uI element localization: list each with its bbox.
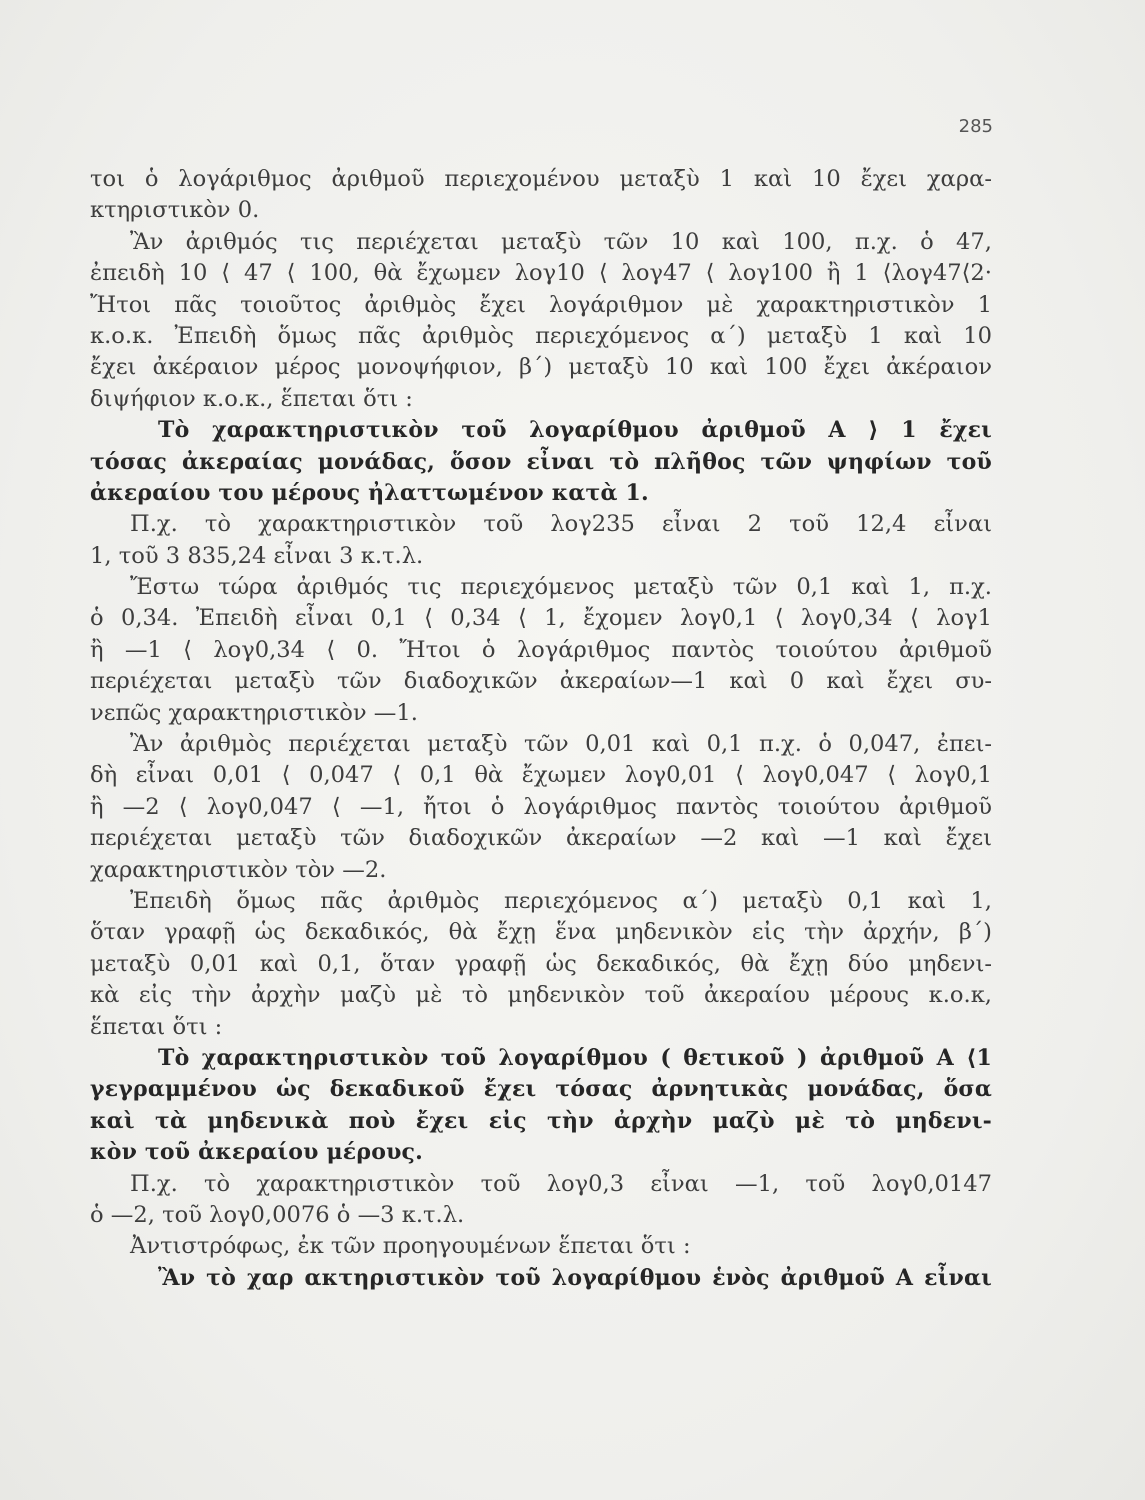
text-line: ἢ —2 ⟨ λογ0,047 ⟨ —1, ἤτοι ὁ λογάριθμος παντὸς τοιούτου ἀριθμοῦ	[90, 793, 992, 820]
bold-text-line: γεγραμμένου ὡς δεκαδικοῦ ἔχει τόσας ἀρνητικὰς μονάδας, ὅσα	[90, 1076, 992, 1103]
text-line: χαρακτηριστικὸν τὸν —2.	[90, 856, 387, 883]
text-line: νεπῶς χαρακτηριστικὸν —1.	[90, 699, 418, 726]
text-line: Ἂν ἀριθμός τις περιέχεται μεταξὺ τῶν 10 καὶ 100, π.χ. ὁ 47,	[130, 228, 992, 255]
text-line: κὰ εἰς τὴν ἀρχὴν μαζὺ μὲ τὸ μηδενικὸν τοῦ ἀκεραίου μέρους κ.ο.κ,	[90, 982, 992, 1009]
text-line: κ.ο.κ. Ἐπειδὴ ὅμως πᾶς ἀριθμὸς περιεχόμενος α΄) μεταξὺ 1 καὶ 10	[90, 322, 992, 349]
bold-text-line: Τὸ χαρακτηριστικὸν τοῦ λογαρίθμου ἀριθμοῦ Α ⟩ 1 ἔχει	[158, 417, 992, 444]
text-line: ἐπειδὴ 10 ⟨ 47 ⟨ 100, θὰ ἔχωμεν λογ10 ⟨ λογ47 ⟨ λογ100 ἢ 1 ⟨λογ47⟨2·	[90, 260, 992, 287]
text-line: 1, τοῦ 3 835,24 εἶναι 3 κ.τ.λ.	[90, 542, 424, 569]
bold-text-line: Τὸ χαρακτηριστικὸν τοῦ λογαρίθμου ( θετικοῦ ) ἀριθμοῦ Α ⟨1	[158, 1044, 992, 1071]
text-line: Ἂν ἀριθμὸς περιέχεται μεταξὺ τῶν 0,01 καὶ 0,1 π.χ. ὁ 0,047, ἐπει-	[130, 731, 992, 758]
bold-text-line: κὸν τοῦ ἀκεραίου μέρους.	[90, 1139, 423, 1166]
page-number: 285	[958, 116, 993, 137]
page-body-text	[90, 164, 992, 1294]
text-line: περιέχεται μεταξὺ τῶν διαδοχικῶν ἀκεραίων—1 καὶ 0 καὶ ἔχει συ-	[90, 668, 992, 695]
text-line: Ἀντιστρόφως, ἐκ τῶν προηγουμένων ἕπεται ὅτι :	[130, 1233, 691, 1260]
text-line: Ἤτοι πᾶς τοιοῦτος ἀριθμὸς ἔχει λογάριθμον μὲ χαρακτηριστικὸν 1	[90, 291, 992, 318]
bold-text-line: ἀκεραίου του μέρους ἠλαττωμένον κατὰ 1.	[90, 479, 649, 506]
bold-text-line: τόσας ἀκεραίας μονάδας, ὅσον εἶναι τὸ πλῆθος τῶν ψηφίων τοῦ	[90, 448, 992, 475]
text-line: μεταξὺ 0,01 καὶ 0,1, ὅταν γραφῇ ὡς δεκαδικός, θὰ ἔχῃ δύο μηδενι-	[90, 950, 992, 977]
text-line: Ἔστω τώρα ἀριθμός τις περιεχόμενος μεταξὺ τῶν 0,1 καὶ 1, π.χ.	[130, 574, 992, 601]
text-line: ἔχει ἀκέραιον μέρος μονοψήφιον, β΄) μεταξὺ 10 καὶ 100 ἔχει ἀκέραιον	[90, 354, 992, 381]
text-line: Ἐπειδὴ ὅμως πᾶς ἀριθμὸς περιεχόμενος α΄) μεταξὺ 0,1 καὶ 1,	[130, 887, 992, 914]
text-line: τοι ὁ λογάριθμος ἀριθμοῦ περιεχομένου μεταξὺ 1 καὶ 10 ἔχει χαρα-	[90, 166, 992, 192]
text-line: ὅταν γραφῇ ὡς δεκαδικός, θὰ ἔχῃ ἕνα μηδενικὸν εἰς τὴν ἀρχήν, β΄)	[90, 919, 992, 946]
text-line: Π.χ. τὸ χαρακτηριστικὸν τοῦ λογ235 εἶναι 2 τοῦ 12,4 εἶναι	[130, 511, 992, 538]
text-line: δὴ εἶναι 0,01 ⟨ 0,047 ⟨ 0,1 θὰ ἔχωμεν λογ0,01 ⟨ λογ0,047 ⟨ λογ0,1	[90, 762, 992, 789]
text-line: ὁ 0,34. Ἐπειδὴ εἶναι 0,1 ⟨ 0,34 ⟨ 1, ἔχομεν λογ0,1 ⟨ λογ0,34 ⟨ λογ1	[90, 605, 992, 632]
text-line: ἕπεται ὅτι :	[90, 1013, 223, 1040]
text-line: ἢ —1 ⟨ λογ0,34 ⟨ 0. Ἤτοι ὁ λογάριθμος παντὸς τοιούτου ἀριθμοῦ	[90, 636, 992, 663]
text-line: διψήφιον κ.ο.κ., ἕπεται ὅτι :	[90, 385, 413, 412]
text-line: Π.χ. τὸ χαρακτηριστικὸν τοῦ λογ0,3 εἶναι —1, τοῦ λογ0,0147	[130, 1170, 992, 1197]
bold-text-line: Ἂν τὸ χαρ ακτηριστικὸν τοῦ λογαρίθμου ἑνὸς ἀριθμοῦ Α εἶναι	[158, 1264, 992, 1291]
text-line: περιέχεται μεταξὺ τῶν διαδοχικῶν ἀκεραίων —2 καὶ —1 καὶ ἔχει	[90, 825, 992, 852]
bold-text-line: καὶ τὰ μηδενικὰ ποὺ ἔχει εἰς τὴν ἀρχὴν μαζὺ μὲ τὸ μηδενι-	[90, 1107, 992, 1134]
text-line: κτηριστικὸν 0.	[90, 197, 260, 224]
text-line: ὁ —2, τοῦ λογ0,0076 ὁ —3 κ.τ.λ.	[90, 1201, 465, 1228]
